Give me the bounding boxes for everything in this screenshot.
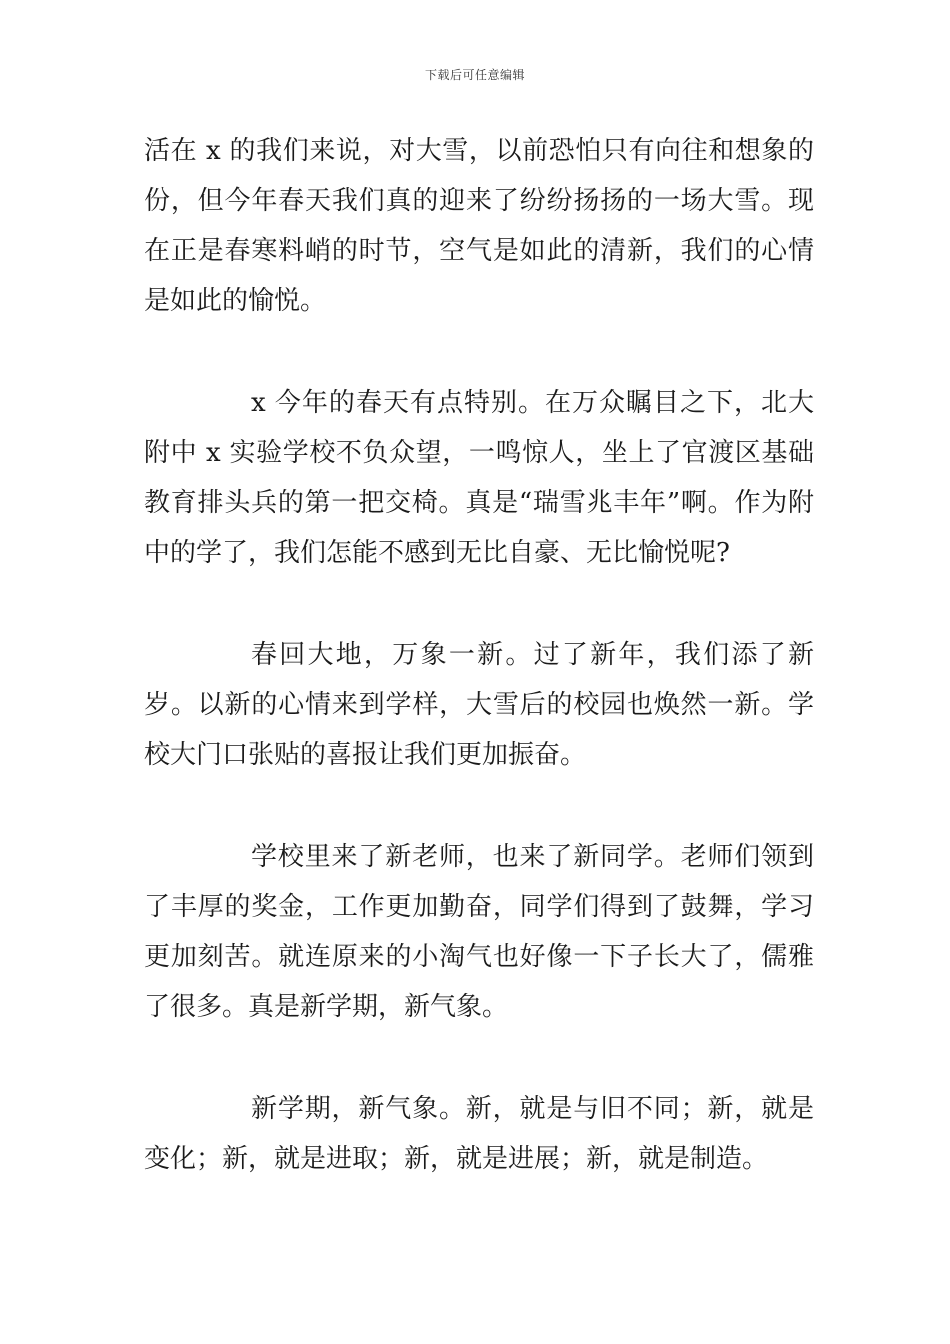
document-body [144,126,814,1236]
paragraph-2: x 今年的春天有点特别。在万众瞩目之下，北大附中 x 实验学校不负众望，一鸣惊人，坐上了官渡区基础教育排头兵的第一把交椅。真是“瑞雪兆丰年”啊。作为附中的学了，我们怎能不感到无比自豪、无比愉悦呢? [144,388,814,568]
paragraph-5: 新学期，新气象。新，就是与旧不同；新，就是变化；新，就是进取；新，就是进展；新，就是制造。 [144,1094,814,1174]
paragraph-4: 学校里来了新老师，也来了新同学。老师们领到了丰厚的奖金，工作更加勤奋，同学们得到了鼓舞，学习更加刻苦。就连原来的小淘气也好像一下子长大了，儒雅了很多。真是新学期，新气象。 [144,842,814,1022]
page-header: 下载后可任意编辑 [424,68,525,82]
paragraph-1: 活在 x 的我们来说，对大雪，以前恐怕只有向往和想象的份，但今年春天我们真的迎来了纷纷扬扬的一场大雪。现在正是春寒料峭的时节，空气是如此的清新，我们的心情是如此的愉悦。 [144,136,814,316]
paragraph-3: 春回大地，万象一新。过了新年，我们添了新岁。以新的心情来到学样，大雪后的校园也焕然一新。学校大门口张贴的喜报让我们更加振奋。 [144,640,814,770]
